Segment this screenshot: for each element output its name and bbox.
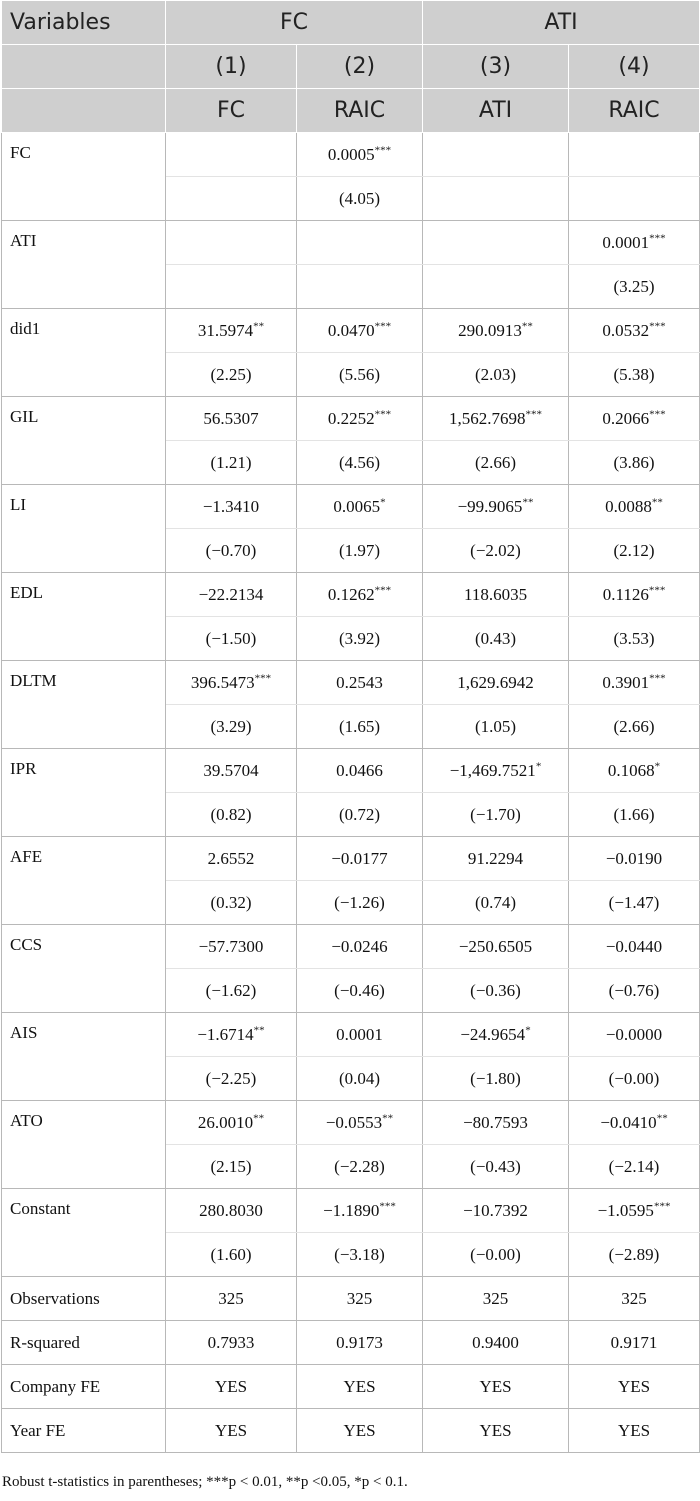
tstat-cell: (3.25) xyxy=(569,265,700,309)
table-row-summary xyxy=(2,1321,700,1365)
coefficient-cell: −0.0440 xyxy=(569,925,700,969)
tstat-cell xyxy=(166,177,297,221)
coefficient-cell xyxy=(423,749,569,793)
tstat-cell: (0.74) xyxy=(423,881,569,925)
coefficient-cell: −80.7593 xyxy=(423,1101,569,1145)
tstat-cell: (−2.89) xyxy=(569,1233,700,1277)
coefficient-cell xyxy=(166,661,297,705)
coefficient-cell: −10.7392 xyxy=(423,1189,569,1233)
coefficient-cell: 91.2294 xyxy=(423,837,569,881)
row-variable-name: AIS xyxy=(2,1013,166,1101)
cell-value: −1.0595 xyxy=(597,1200,654,1220)
significance-stars: ** xyxy=(521,319,533,332)
significance-stars: *** xyxy=(649,671,666,684)
tstat-cell: (3.86) xyxy=(569,441,700,485)
cell-value: 0.0001 xyxy=(602,232,650,252)
significance-stars: *** xyxy=(653,1199,671,1212)
coefficient-cell xyxy=(569,309,700,353)
summary-cell: 0.9173 xyxy=(297,1321,423,1365)
coefficient-cell xyxy=(297,1101,423,1145)
tstat-cell: (−1.50) xyxy=(166,617,297,661)
row-variable-name: did1 xyxy=(2,309,166,397)
cell-value: 0.1126 xyxy=(602,584,649,604)
cell-value: −1,469.7521 xyxy=(449,760,536,780)
tstat-cell: (−2.28) xyxy=(297,1145,423,1189)
header-group-ati: ATI xyxy=(423,1,700,45)
table-row-coefficient xyxy=(2,1013,700,1057)
table-body xyxy=(2,133,700,1453)
summary-cell: YES xyxy=(166,1365,297,1409)
summary-cell: 0.7933 xyxy=(166,1321,297,1365)
coefficient-cell xyxy=(166,1013,297,1057)
coefficient-cell xyxy=(166,221,297,265)
table-row-coefficient xyxy=(2,397,700,441)
coefficient-cell xyxy=(423,133,569,177)
coefficient-cell xyxy=(297,485,423,529)
row-variable-name: ATO xyxy=(2,1101,166,1189)
significance-stars: *** xyxy=(374,583,392,596)
table-row-summary xyxy=(2,1409,700,1453)
table-row-summary xyxy=(2,1277,700,1321)
coefficient-cell xyxy=(569,749,700,793)
header-blank xyxy=(2,89,166,133)
cell-value: −0.0553 xyxy=(325,1112,383,1132)
coefficient-cell: −22.2134 xyxy=(166,573,297,617)
row-variable-name: EDL xyxy=(2,573,166,661)
table-header xyxy=(2,1,700,133)
summary-cell: YES xyxy=(569,1409,700,1453)
tstat-cell: (−0.70) xyxy=(166,529,297,573)
header-dep-var: RAIC xyxy=(569,89,700,133)
significance-stars: ** xyxy=(522,495,534,508)
tstat-cell: (5.56) xyxy=(297,353,423,397)
coefficient-cell: 0.0001 xyxy=(297,1013,423,1057)
cell-value: 0.0470 xyxy=(327,320,375,340)
coefficient-cell: 39.5704 xyxy=(166,749,297,793)
tstat-cell xyxy=(423,177,569,221)
summary-cell: 325 xyxy=(569,1277,700,1321)
tstat-cell: (2.15) xyxy=(166,1145,297,1189)
cell-value: −99.9065 xyxy=(457,496,523,516)
coefficient-cell: 56.5307 xyxy=(166,397,297,441)
table-row-coefficient xyxy=(2,1189,700,1233)
significance-stars: ** xyxy=(253,319,265,332)
table-row-coefficient xyxy=(2,661,700,705)
cell-value: 0.0005 xyxy=(327,144,375,164)
summary-cell: YES xyxy=(423,1409,569,1453)
tstat-cell xyxy=(166,265,297,309)
tstat-cell: (2.66) xyxy=(423,441,569,485)
row-variable-name: IPR xyxy=(2,749,166,837)
summary-cell: YES xyxy=(423,1365,569,1409)
table-row-coefficient xyxy=(2,1101,700,1145)
significance-stars: *** xyxy=(648,583,666,596)
tstat-cell: (0.43) xyxy=(423,617,569,661)
coefficient-cell xyxy=(297,133,423,177)
coefficient-cell xyxy=(423,397,569,441)
coefficient-cell: −0.0246 xyxy=(297,925,423,969)
coefficient-cell: 0.0466 xyxy=(297,749,423,793)
row-variable-name: ATI xyxy=(2,221,166,309)
coefficient-cell: 2.6552 xyxy=(166,837,297,881)
tstat-cell: (−0.00) xyxy=(569,1057,700,1101)
coefficient-cell xyxy=(569,397,700,441)
tstat-cell: (0.72) xyxy=(297,793,423,837)
tstat-cell: (−2.02) xyxy=(423,529,569,573)
row-variable-name: DLTM xyxy=(2,661,166,749)
tstat-cell: (−0.00) xyxy=(423,1233,569,1277)
coefficient-cell: 280.8030 xyxy=(166,1189,297,1233)
summary-cell: 325 xyxy=(423,1277,569,1321)
cell-value: −0.0410 xyxy=(600,1112,657,1132)
table-row-coefficient xyxy=(2,573,700,617)
regression-table xyxy=(1,0,700,1453)
cell-value: −1.1890 xyxy=(323,1200,380,1220)
tstat-cell: (3.92) xyxy=(297,617,423,661)
coefficient-cell xyxy=(423,309,569,353)
table-note: Robust t-statistics in parentheses; ***p < 0.01, **p <0.05, *p < 0.1. xyxy=(2,1474,408,1490)
row-variable-name: CCS xyxy=(2,925,166,1013)
tstat-cell: (1.97) xyxy=(297,529,423,573)
cell-value: 0.2252 xyxy=(327,408,375,428)
tstat-cell: (−0.76) xyxy=(569,969,700,1013)
coefficient-cell: −250.6505 xyxy=(423,925,569,969)
significance-stars: * xyxy=(525,1023,531,1036)
cell-value: 0.2066 xyxy=(602,408,650,428)
coefficient-cell: 1,629.6942 xyxy=(423,661,569,705)
tstat-cell: (2.25) xyxy=(166,353,297,397)
coefficient-cell xyxy=(166,309,297,353)
tstat-cell xyxy=(569,177,700,221)
tstat-cell: (−0.46) xyxy=(297,969,423,1013)
header-col-number: (3) xyxy=(423,45,569,89)
coefficient-cell xyxy=(166,133,297,177)
significance-stars: *** xyxy=(379,1199,396,1212)
table-row-coefficient xyxy=(2,925,700,969)
tstat-cell: (3.53) xyxy=(569,617,700,661)
row-variable-name: Constant xyxy=(2,1189,166,1277)
row-variable-name: R-squared xyxy=(2,1321,166,1365)
header-group-fc: FC xyxy=(166,1,423,45)
coefficient-cell xyxy=(297,1189,423,1233)
coefficient-cell xyxy=(569,1189,700,1233)
coefficient-cell xyxy=(297,309,423,353)
summary-cell: YES xyxy=(297,1365,423,1409)
significance-stars: * xyxy=(380,495,386,508)
tstat-cell xyxy=(423,265,569,309)
tstat-cell: (2.12) xyxy=(569,529,700,573)
tstat-cell: (−2.25) xyxy=(166,1057,297,1101)
tstat-cell: (2.03) xyxy=(423,353,569,397)
table-row-summary xyxy=(2,1365,700,1409)
tstat-cell: (5.38) xyxy=(569,353,700,397)
cell-value: 26.0010 xyxy=(197,1112,254,1132)
coefficient-cell xyxy=(569,1101,700,1145)
cell-value: 1,562.7698 xyxy=(449,408,526,428)
cell-value: 396.5473 xyxy=(190,672,255,692)
coefficient-cell xyxy=(297,573,423,617)
tstat-cell: (−3.18) xyxy=(297,1233,423,1277)
coefficient-cell xyxy=(423,221,569,265)
header-col-number: (1) xyxy=(166,45,297,89)
table-row-coefficient xyxy=(2,221,700,265)
tstat-cell: (0.04) xyxy=(297,1057,423,1101)
table-row-coefficient xyxy=(2,749,700,793)
coefficient-cell: −0.0177 xyxy=(297,837,423,881)
tstat-cell xyxy=(297,265,423,309)
significance-stars: * xyxy=(654,759,661,772)
coefficient-cell: −0.0190 xyxy=(569,837,700,881)
significance-stars: *** xyxy=(525,407,543,420)
coefficient-cell: −0.0000 xyxy=(569,1013,700,1057)
cell-value: 0.0065 xyxy=(333,496,381,516)
tstat-cell: (0.32) xyxy=(166,881,297,925)
row-variable-name: Observations xyxy=(2,1277,166,1321)
table-row-coefficient xyxy=(2,837,700,881)
significance-stars: *** xyxy=(649,231,666,244)
coefficient-cell xyxy=(297,221,423,265)
table-row-coefficient xyxy=(2,485,700,529)
coefficient-cell xyxy=(166,1101,297,1145)
significance-stars: *** xyxy=(254,671,272,684)
coefficient-cell: 118.6035 xyxy=(423,573,569,617)
significance-stars: * xyxy=(535,759,542,772)
header-dep-var: FC xyxy=(166,89,297,133)
header-dep-var: RAIC xyxy=(297,89,423,133)
tstat-cell: (−1.26) xyxy=(297,881,423,925)
summary-cell: 325 xyxy=(166,1277,297,1321)
tstat-cell: (−1.70) xyxy=(423,793,569,837)
tstat-cell: (0.82) xyxy=(166,793,297,837)
cell-value: 0.1262 xyxy=(327,584,375,604)
tstat-cell: (−1.62) xyxy=(166,969,297,1013)
significance-stars: *** xyxy=(649,407,666,420)
significance-stars: *** xyxy=(649,319,666,332)
summary-cell: YES xyxy=(166,1409,297,1453)
significance-stars: ** xyxy=(651,495,663,508)
tstat-cell: (1.21) xyxy=(166,441,297,485)
table-row-coefficient xyxy=(2,133,700,177)
coefficient-cell: −1.3410 xyxy=(166,485,297,529)
cell-value: −24.9654 xyxy=(460,1024,526,1044)
summary-cell: YES xyxy=(569,1365,700,1409)
cell-value: 0.1068 xyxy=(607,760,655,780)
tstat-cell: (4.56) xyxy=(297,441,423,485)
coefficient-cell xyxy=(423,1013,569,1057)
cell-value: 0.0532 xyxy=(602,320,650,340)
header-col-number: (2) xyxy=(297,45,423,89)
coefficient-cell: 0.2543 xyxy=(297,661,423,705)
significance-stars: ** xyxy=(253,1023,265,1036)
cell-value: 0.0088 xyxy=(605,496,652,516)
summary-cell: 325 xyxy=(297,1277,423,1321)
coefficient-cell xyxy=(297,397,423,441)
significance-stars: *** xyxy=(374,407,392,420)
row-variable-name: Year FE xyxy=(2,1409,166,1453)
cell-value: 290.0913 xyxy=(458,320,522,340)
significance-stars: ** xyxy=(253,1111,265,1124)
header-blank xyxy=(2,45,166,89)
header-dep-var: ATI xyxy=(423,89,569,133)
row-variable-name: FC xyxy=(2,133,166,221)
tstat-cell: (1.05) xyxy=(423,705,569,749)
header-variables: Variables xyxy=(2,1,166,45)
significance-stars: ** xyxy=(656,1111,668,1124)
tstat-cell: (−2.14) xyxy=(569,1145,700,1189)
tstat-cell: (1.60) xyxy=(166,1233,297,1277)
significance-stars: *** xyxy=(374,319,392,332)
tstat-cell: (4.05) xyxy=(297,177,423,221)
coefficient-cell: −57.7300 xyxy=(166,925,297,969)
coefficient-cell xyxy=(569,573,700,617)
significance-stars: ** xyxy=(382,1111,394,1124)
tstat-cell: (−0.43) xyxy=(423,1145,569,1189)
tstat-cell: (2.66) xyxy=(569,705,700,749)
significance-stars: *** xyxy=(374,143,392,156)
coefficient-cell xyxy=(569,661,700,705)
coefficient-cell xyxy=(569,133,700,177)
summary-cell: 0.9171 xyxy=(569,1321,700,1365)
tstat-cell: (1.65) xyxy=(297,705,423,749)
row-variable-name: GIL xyxy=(2,397,166,485)
tstat-cell: (−1.80) xyxy=(423,1057,569,1101)
summary-cell: YES xyxy=(297,1409,423,1453)
coefficient-cell xyxy=(569,221,700,265)
cell-value: 0.3901 xyxy=(602,672,650,692)
row-variable-name: AFE xyxy=(2,837,166,925)
tstat-cell: (3.29) xyxy=(166,705,297,749)
row-variable-name: Company FE xyxy=(2,1365,166,1409)
tstat-cell: (−0.36) xyxy=(423,969,569,1013)
row-variable-name: LI xyxy=(2,485,166,573)
cell-value: 31.5974 xyxy=(197,320,254,340)
coefficient-cell xyxy=(569,485,700,529)
header-col-number: (4) xyxy=(569,45,700,89)
tstat-cell: (1.66) xyxy=(569,793,700,837)
tstat-cell: (−1.47) xyxy=(569,881,700,925)
table-row-coefficient xyxy=(2,309,700,353)
cell-value: −1.6714 xyxy=(197,1024,254,1044)
coefficient-cell xyxy=(423,485,569,529)
summary-cell: 0.9400 xyxy=(423,1321,569,1365)
